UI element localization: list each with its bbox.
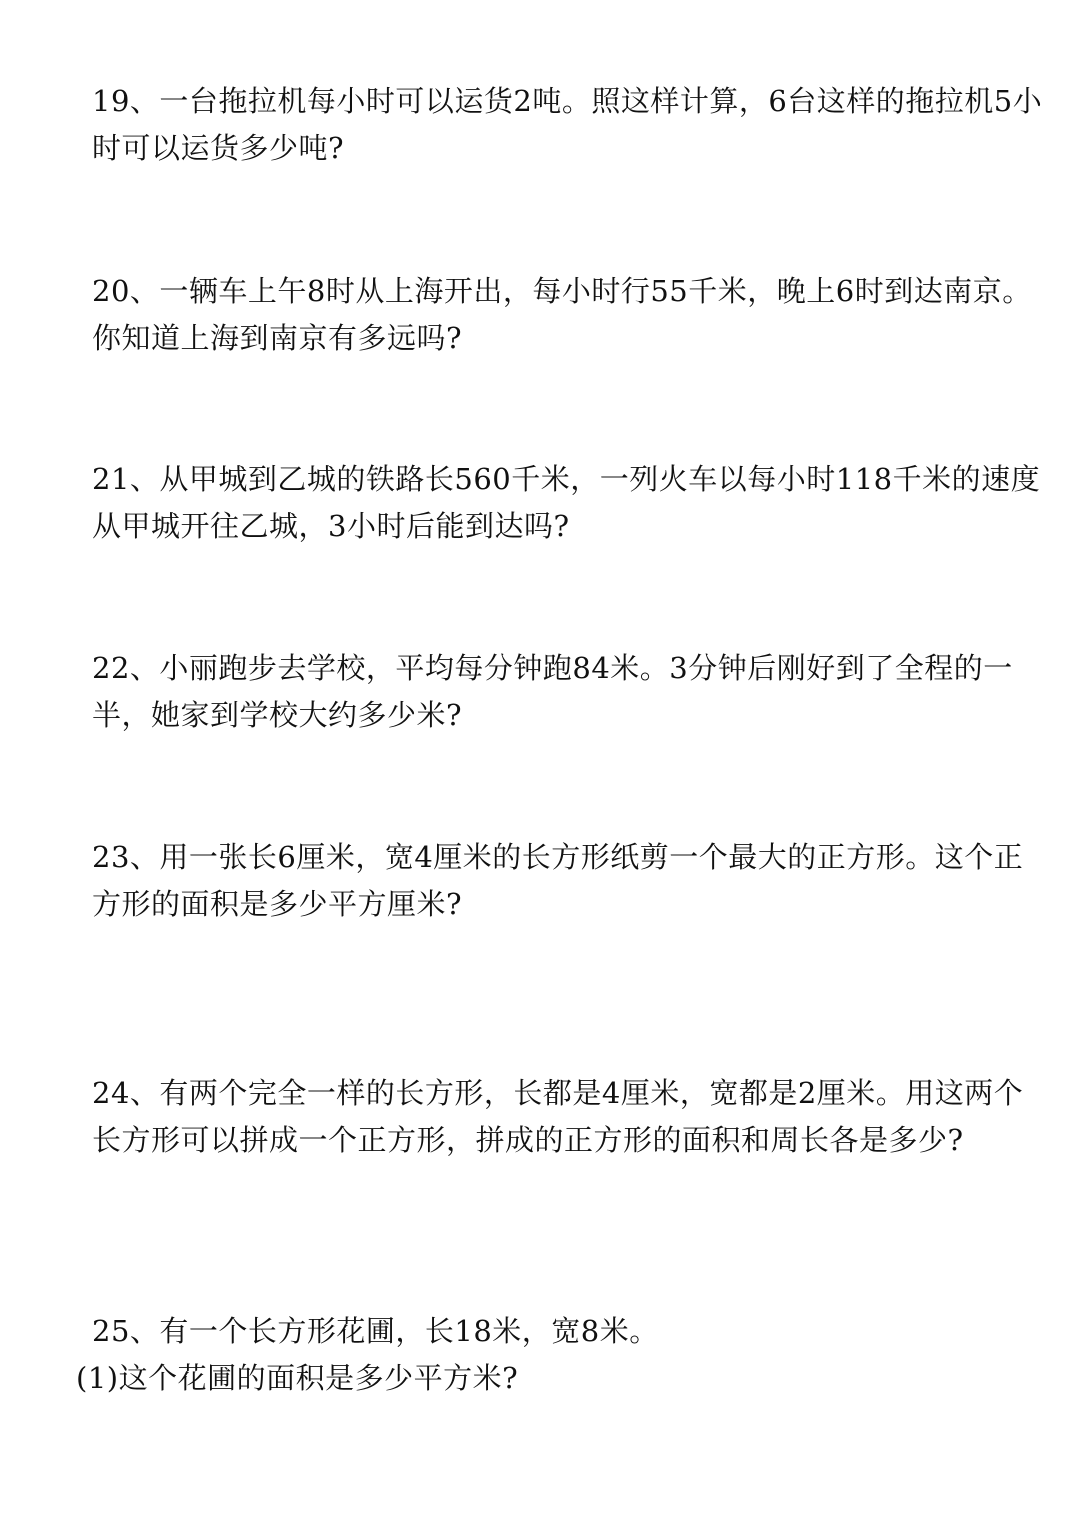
problem-25-line-1: 25、有一个长方形花圃，长18米，宽8米。	[92, 1314, 659, 1348]
problem-21	[92, 456, 1041, 550]
problem-22-line-1: 22、小丽跑步去学校，平均每分钟跑84米。3分钟后刚好到了全程的一	[92, 651, 1013, 685]
problem-24-line-2: 长方形可以拼成一个正方形，拼成的正方形的面积和周长各是多少?	[92, 1123, 964, 1157]
problem-21-line-1: 21、从甲城到乙城的铁路长560千米，一列火车以每小时118千米的速度	[92, 462, 1041, 496]
problem-23-line-2: 方形的面积是多少平方厘米?	[92, 887, 463, 921]
problem-24-line-1: 24、有两个完全一样的长方形，长都是4厘米，宽都是2厘米。用这两个	[92, 1076, 1024, 1110]
problem-19-line-1: 19、一台拖拉机每小时可以运货2吨。照这样计算，6台这样的拖拉机5小	[92, 84, 1043, 118]
problem-20-line-2: 你知道上海到南京有多远吗?	[92, 321, 463, 355]
problem-25-sub-question-1: (1)这个花圃的面积是多少平方米?	[76, 1361, 519, 1395]
problem-19	[92, 78, 1043, 172]
problem-23-line-1: 23、用一张长6厘米，宽4厘米的长方形纸剪一个最大的正方形。这个正	[92, 840, 1024, 874]
problem-19-line-2: 时可以运货多少吨?	[92, 131, 345, 165]
problem-22-line-2: 半，她家到学校大约多少米?	[92, 698, 463, 732]
problem-21-line-2: 从甲城开往乙城，3小时后能到达吗?	[92, 509, 570, 543]
problem-23	[92, 834, 1024, 928]
problem-24	[92, 1070, 1024, 1164]
problem-20	[92, 268, 1032, 362]
problem-20-line-1: 20、一辆车上午8时从上海开出，每小时行55千米，晚上6时到达南京。	[92, 274, 1032, 308]
problem-25	[92, 1308, 1012, 1355]
problem-22	[92, 645, 1012, 739]
